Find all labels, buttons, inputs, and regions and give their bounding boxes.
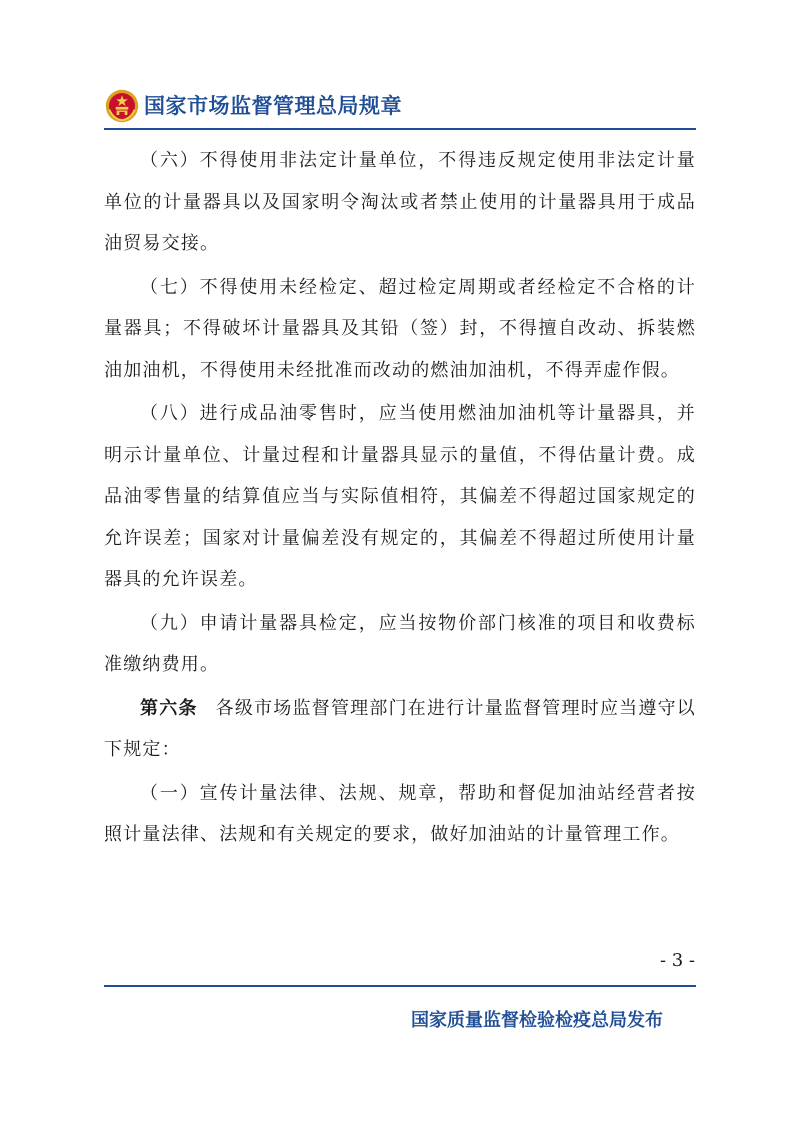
paragraph: [104, 393, 696, 601]
paragraph: [104, 140, 696, 265]
paragraph: [104, 688, 696, 771]
paragraph: [104, 603, 696, 686]
paragraph-text: （七）不得使用未经检定、超过检定周期或者经检定不合格的计量器具；不得破坏计量器具及其铅（签）封，不得擅自改动、拆装燃油加油机，不得使用未经批准而改动的燃油加油机，不得弄虚作假。: [104, 276, 696, 381]
footer-divider: [104, 985, 696, 987]
page-number: - 3 -: [659, 950, 695, 971]
footer-publisher: 国家质量监督检验检疫总局发布: [411, 1010, 663, 1031]
paragraph-text: （八）进行成品油零售时，应当使用燃油加油机等计量器具，并明示计量单位、计量过程和计量器具显示的量值，不得估量计费。成品油零售量的结算值应当与实际值相符，其偏差不得超过国家规定的允许误差；国家对计量偏差没有规定的，其偏差不得超过所使用计量器具的允许误差。: [104, 403, 696, 590]
page-header: [104, 84, 696, 132]
paragraph-text: （一）宣传计量法律、法规、规章，帮助和督促加油站经营者按照计量法律、法规和有关规定的要求，做好加油站的计量管理工作。: [104, 782, 696, 845]
header-divider: [104, 128, 696, 130]
national-emblem-icon: [104, 88, 140, 124]
header-title: 国家市场监督管理总局规章: [144, 94, 402, 118]
paragraph-text: （九）申请计量器具检定，应当按物价部门核准的项目和收费标准缴纳费用。: [104, 612, 696, 675]
paragraph: [104, 267, 696, 392]
document-body: [104, 140, 696, 858]
paragraph-text: 各级市场监督管理部门在进行计量监督管理时应当遵守以下规定：: [104, 697, 697, 760]
paragraph: [104, 773, 696, 856]
paragraph-text: （六）不得使用非法定计量单位，不得违反规定使用非法定计量单位的计量器具以及国家明令淘汰或者禁止使用的计量器具用于成品油贸易交接。: [104, 150, 696, 254]
article-heading: 第六条: [140, 697, 198, 719]
